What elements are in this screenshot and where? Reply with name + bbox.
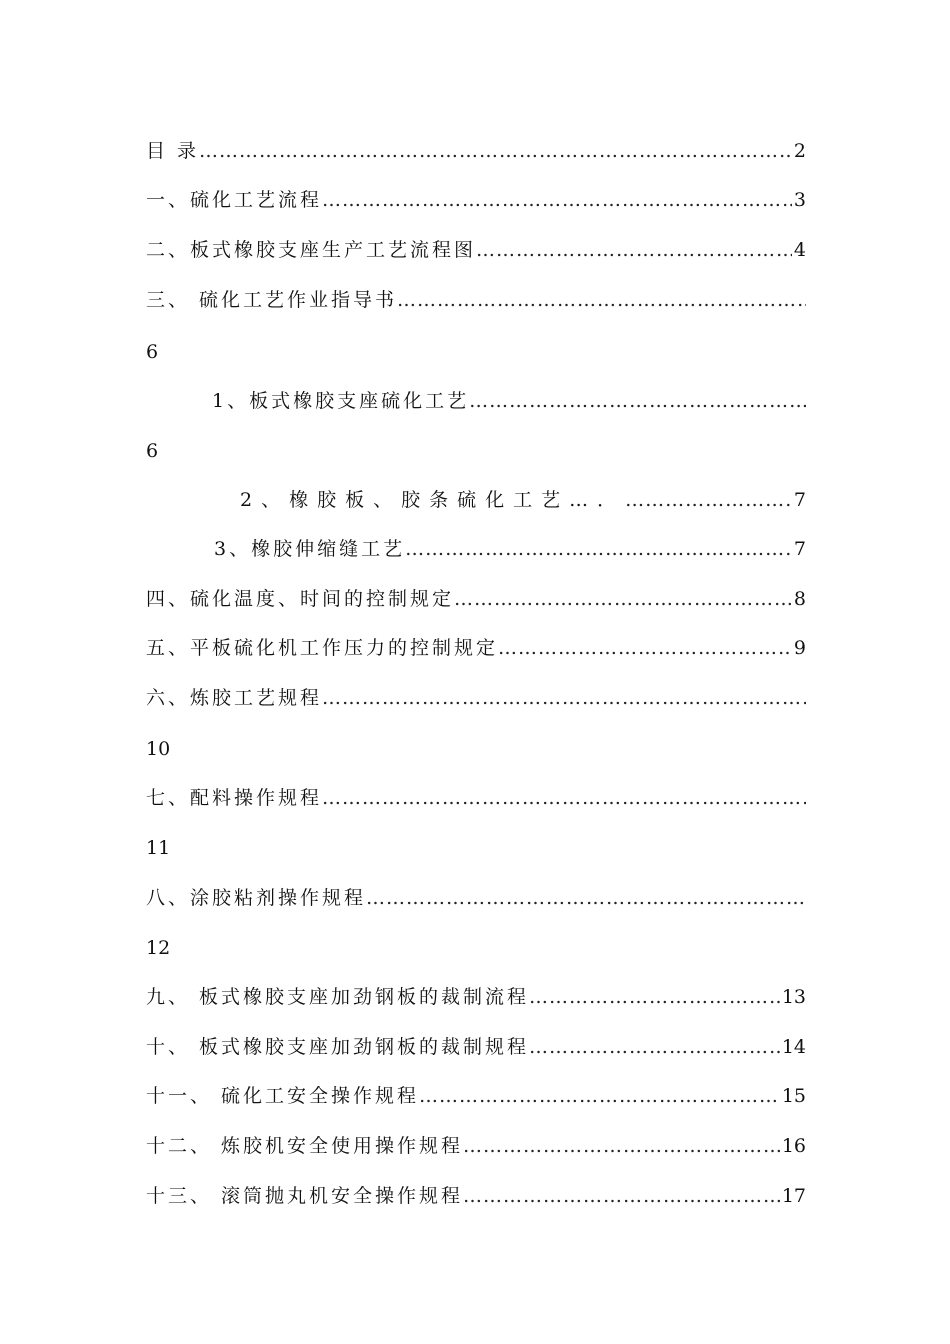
toc-leader xyxy=(322,783,806,813)
toc-label: 十三、 滚筒抛丸机安全操作规程 xyxy=(146,1185,464,1207)
toc-page-number: 3 xyxy=(793,189,806,211)
toc-leader xyxy=(463,1181,780,1211)
toc-entry-9[interactable] xyxy=(146,982,806,1012)
toc-label: 十、 板式橡胶支座加劲钢板的裁制规程 xyxy=(146,1036,530,1058)
toc-subentry-1[interactable] xyxy=(212,386,806,416)
toc-page-number-wrapped: 10 xyxy=(146,738,171,760)
toc-label: 七、配料操作规程 xyxy=(146,787,323,809)
toc-entry-8[interactable] xyxy=(146,883,806,913)
toc-page-number: 17 xyxy=(781,1185,806,1207)
toc-entry-10[interactable] xyxy=(146,1032,806,1062)
toc-leader xyxy=(419,1081,780,1111)
toc-leader xyxy=(199,136,792,166)
toc-label: 八、涂胶粘剂操作规程 xyxy=(146,887,367,909)
toc-leader xyxy=(625,485,792,515)
toc-label: 3、橡胶伸缩缝工艺 xyxy=(214,538,406,560)
toc-label: 六、炼胶工艺规程 xyxy=(146,687,323,709)
toc-page-number-wrapped: 6 xyxy=(146,341,159,363)
toc-entry-2[interactable] xyxy=(146,235,806,265)
toc-entry-7[interactable] xyxy=(146,783,806,813)
toc-page-number: 2 xyxy=(793,140,806,162)
toc-page-number: 4 xyxy=(793,239,806,261)
toc-leader xyxy=(405,534,792,564)
toc-leader xyxy=(469,386,806,416)
toc-label: 九、 板式橡胶支座加劲钢板的裁制流程 xyxy=(146,986,530,1008)
toc-leader xyxy=(498,633,792,663)
toc-page-number: 9 xyxy=(793,637,806,659)
toc-page-number: 14 xyxy=(781,1036,806,1058)
toc-entry-3[interactable] xyxy=(146,285,806,315)
toc-page-number: 15 xyxy=(781,1085,806,1107)
toc-page-number-wrapped: 11 xyxy=(146,837,171,859)
toc-entry-4[interactable] xyxy=(146,584,806,614)
toc-page-number: 7 xyxy=(793,489,806,511)
toc-leader xyxy=(463,1131,780,1161)
toc-leader xyxy=(366,883,806,913)
toc-entry-5[interactable] xyxy=(146,633,806,663)
toc-leader xyxy=(476,235,792,265)
toc-page-number: 13 xyxy=(781,986,806,1008)
toc-entry-6[interactable] xyxy=(146,683,806,713)
toc-label: 目 录 xyxy=(146,140,200,162)
toc-label: 1、板式橡胶支座硫化工艺 xyxy=(212,390,470,412)
toc-label: 四、硫化温度、时间的控制规定 xyxy=(146,588,455,610)
toc-page-number: 8 xyxy=(793,588,806,610)
toc-page-number-wrapped: 6 xyxy=(146,440,159,462)
toc-label: 三、 硫化工艺作业指导书 xyxy=(146,289,398,311)
toc-label: 一、硫化工艺流程 xyxy=(146,189,323,211)
toc-leader xyxy=(322,683,806,713)
toc-page-number-wrapped: 12 xyxy=(146,937,171,959)
toc-label: 五、平板硫化机工作压力的控制规定 xyxy=(146,637,499,659)
toc-subentry-3[interactable] xyxy=(214,534,806,564)
toc-leader xyxy=(529,1032,780,1062)
toc-leader xyxy=(454,584,792,614)
toc-subentry-2[interactable] xyxy=(240,485,806,515)
toc-label: 2、橡胶板、胶条硫化工艺…． xyxy=(240,489,626,511)
toc-entry-13[interactable] xyxy=(146,1181,806,1211)
toc-page-number: 7 xyxy=(793,538,806,560)
toc-leader xyxy=(529,982,780,1012)
toc-label: 二、板式橡胶支座生产工艺流程图 xyxy=(146,239,477,261)
toc-entry-contents[interactable] xyxy=(146,136,806,166)
toc-label: 十二、 炼胶机安全使用操作规程 xyxy=(146,1135,464,1157)
toc-entry-11[interactable] xyxy=(146,1081,806,1111)
toc-entry-1[interactable] xyxy=(146,185,806,215)
toc-leader xyxy=(397,285,806,315)
toc-page-number: 16 xyxy=(781,1135,806,1157)
toc-leader xyxy=(322,185,792,215)
toc-label: 十一、 硫化工安全操作规程 xyxy=(146,1085,420,1107)
toc-entry-12[interactable] xyxy=(146,1131,806,1161)
